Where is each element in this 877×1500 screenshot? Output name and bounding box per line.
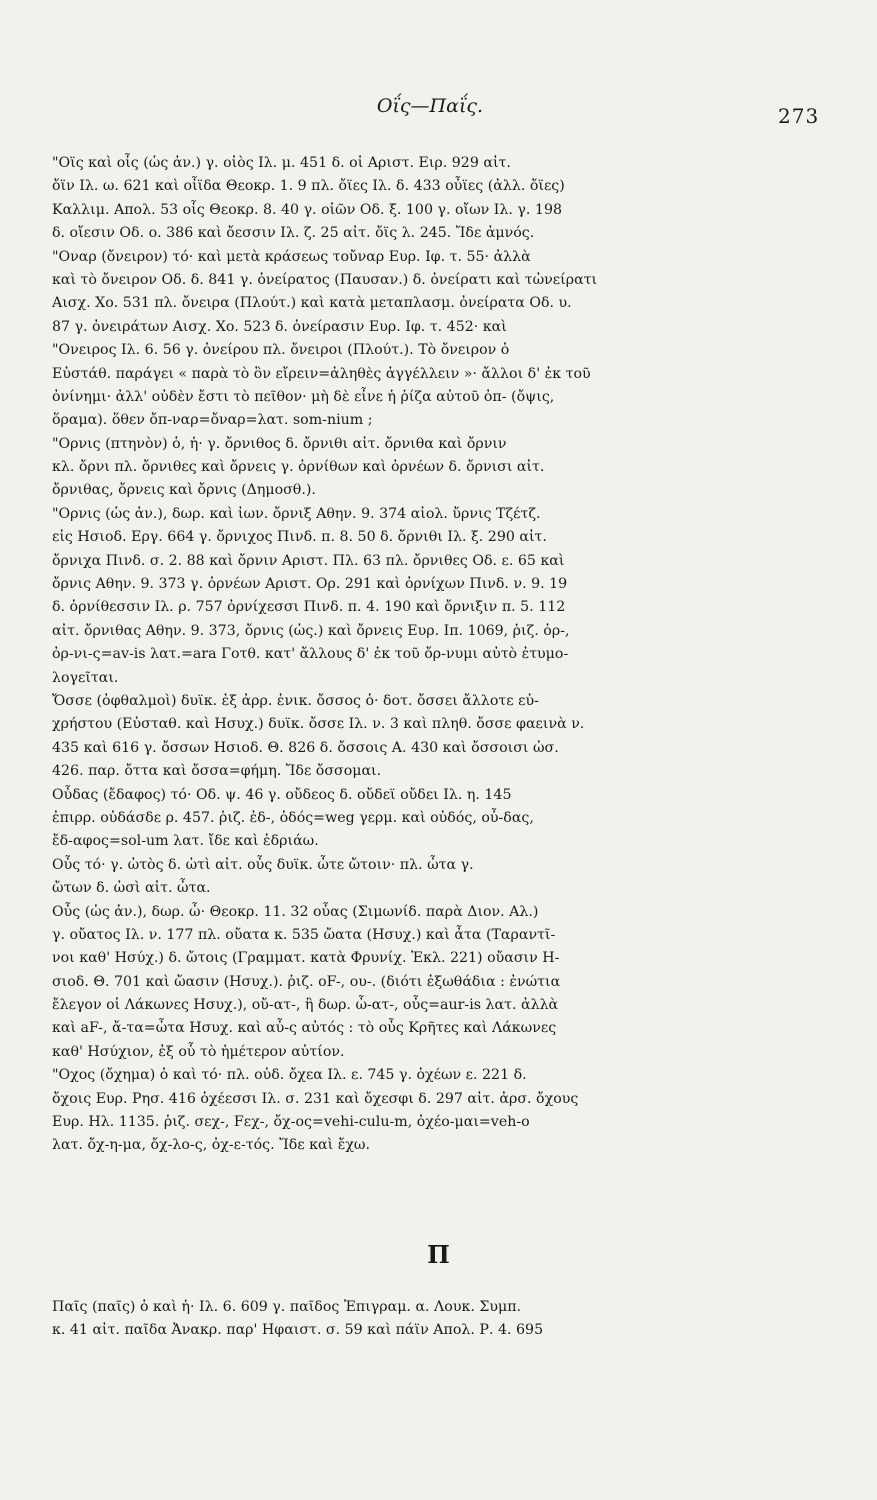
text-line: Καλλιμ. Απολ. 53 οἷς Θεοκρ. 8. 40 γ. οἰῶν Οδ. ξ. 100 γ. οἴων Ιλ. γ. 198 <box>52 201 562 218</box>
text-line: ἔδ-αφος=sol-um λατ. ἴδε καὶ ἑδριάω. <box>52 833 319 850</box>
text-line: καὶ τὸ ὄνειρον Οδ. δ. 841 γ. ὀνείρατος (Παυσαν.) δ. ὀνείρατι καὶ τὠνείρατι <box>52 271 598 288</box>
entry-text-block-2 <box>52 1296 842 1343</box>
text-line: νοι καθ' Ησύχ.) δ. ὤτοις (Γραμματ. κατὰ Φρυνίχ. Ἐκλ. 221) οὔασιν Η- <box>52 950 560 967</box>
text-line: ὀνίνημι· ἀλλ' οὐδὲν ἔστι τὸ πεῖθον· μὴ δὲ εἶνε ἡ ῥίζα αὐτοῦ ὀπ- (ὄψις, <box>52 388 555 405</box>
text-line: Ευρ. Ηλ. 1135. ῥιζ. σεχ-, Fεχ-, ὄχ-ος=vehi-culu-m, ὀχέο-μαι=veh-o <box>52 1114 530 1131</box>
text-line: αἰτ. ὄρνιθας Αθην. 9. 373, ὄρνις (ὡς.) καὶ ὄρνεις Ευρ. Ιπ. 1069, ῥιζ. ὀρ-, <box>52 622 570 639</box>
text-line: ἔλεγον οἱ Λάκωνες Ησυχ.), οὔ-ατ-, ἢ δωρ. ὦ-ατ-, οὖς=aur-is λατ. ἀλλὰ <box>52 997 559 1014</box>
text-line: ὄρνιχα Πινδ. σ. 2. 88 καὶ ὄρνιν Αριστ. Πλ. 63 πλ. ὄρνιθες Οδ. ε. 65 καὶ <box>52 552 565 569</box>
text-line: Παῖς (παῖς) ὁ καὶ ἡ· Ιλ. 6. 609 γ. παῖδος Ἐπιγραμ. α. Λουκ. Συμπ. <box>52 1299 522 1315</box>
text-line: καθ' Ησύχιον, ἐξ οὗ τὸ ἡμέτερον αὐτίον. <box>52 1043 345 1060</box>
text-line: ὄχοις Ευρ. Ρησ. 416 ὀχέεσσι Ιλ. σ. 231 καὶ ὄχεσφι δ. 297 αἰτ. ἀρσ. ὄχους <box>52 1090 579 1107</box>
text-line: "Οχος (ὄχημα) ὁ καὶ τό· πλ. οὐδ. ὄχεα Ιλ. ε. 745 γ. ὀχέων ε. 221 δ. <box>52 1067 527 1084</box>
text-line: εἰς Ησιοδ. Εργ. 664 γ. ὄρνιχος Πινδ. π. 8. 50 δ. ὄρνιθι Ιλ. ξ. 290 αἰτ. <box>52 529 547 546</box>
text-line: "Οϊς καὶ οἶς (ὡς ἀν.) γ. οἰὸς Ιλ. μ. 451 δ. οἱ Αριστ. Ειρ. 929 αἰτ. <box>52 155 511 171</box>
text-line: 426. παρ. ὄττα καὶ ὄσσα=φήμη. Ἴδε ὄσσομαι. <box>52 763 382 780</box>
text-line: Εὐστάθ. παράγει « παρὰ τὸ ὂν εἴρειν=ἀληθὲς ἀγγέλλειν »· ἄλλοι δ' ἐκ τοῦ <box>52 365 591 382</box>
text-line: Ὄσσε (ὀφθαλμοὶ) δυϊκ. ἐξ ἀρρ. ἑνικ. ὄσσος ὁ· δοτ. ὄσσει ἄλλοτε εὐ- <box>52 692 539 709</box>
text-line: Αισχ. Χο. 531 πλ. ὄνειρα (Πλούτ.) καὶ κατὰ μεταπλασμ. ὀνείρατα Οδ. υ. <box>52 295 572 312</box>
section-letter: Π <box>427 1240 450 1269</box>
text-line: λατ. ὄχ-η-μα, ὄχ-λο-ς, ὀχ-ε-τός. Ἴδε καὶ ἔχω. <box>52 1137 370 1154</box>
entry-text-block <box>52 152 842 1158</box>
text-line: "Ορνις (ὡς ἀν.), δωρ. καὶ ἰων. ὄρνιξ Αθην. 9. 374 αἰολ. ὔρνις Τζέτζ. <box>52 505 541 522</box>
text-line: κ. 41 αἰτ. παῖδα Ἀνακρ. παρ' Ηφαιστ. σ. 59 καὶ πάϊν Απολ. Ρ. 4. 695 <box>52 1322 544 1339</box>
text-line: 435 καὶ 616 γ. ὄσσων Ησιοδ. Θ. 826 δ. ὄσσοις Α. 430 καὶ ὄσσοισι ὠσ. <box>52 739 559 756</box>
text-line: ὄρνιθας, ὄρνεις καὶ ὄρνις (Δημοσθ.). <box>52 482 316 499</box>
text-line: καὶ aF-, ἄ-τα=ὦτα Ησυχ. καὶ αὖ-ς αὐτός : τὸ οὖς Κρῆτες καὶ Λάκωνες <box>52 1020 557 1037</box>
text-line: ὀρ-νι-ς=av-is λατ.=ara Γοτθ. κατ' ἄλλους δ' ἐκ τοῦ ὄρ-νυμι αὐτὸ ἐτυμο- <box>52 646 569 663</box>
text-line: δ. οἴεσιν Οδ. ο. 386 καὶ ὄεσσιν Ιλ. ζ. 25 αἰτ. ὄϊς λ. 245. Ἴδε ἀμνός. <box>52 225 535 242</box>
text-line: γ. οὔατος Ιλ. ν. 177 πλ. οὔατα κ. 535 ὤατα (Ησυχ.) καὶ ἆτα (Ταραντῖ- <box>52 926 556 943</box>
text-line: ἐπιρρ. οὐδάσδε ρ. 457. ῥιζ. ἐδ-, ὁδός=weg γερμ. καὶ οὐδός, οὖ-δας, <box>52 809 534 826</box>
text-line: ὄρνις Αθην. 9. 373 γ. ὀρνέων Αριστ. Ορ. 291 καὶ ὀρνίχων Πινδ. ν. 9. 19 <box>52 576 568 593</box>
text-line: χρήστου (Εὐσταθ. καὶ Ησυχ.) δυϊκ. ὄσσε Ιλ. ν. 3 καὶ πληθ. ὄσσε φαεινὰ ν. <box>52 716 585 733</box>
text-line: σιοδ. Θ. 701 καὶ ὤασιν (Ησυχ.). ῥιζ. oF-, ου-. (διότι ἐξωθάδια : ἐνώτια <box>52 973 561 990</box>
text-line: ὅραμα). ὅθεν ὄπ-ναρ=ὄναρ=λατ. som-nium ; <box>52 412 373 429</box>
text-line: δ. ὀρνίθεσσιν Ιλ. ρ. 757 ὀρνίχεσσι Πινδ. π. 4. 190 καὶ ὄρνιξιν π. 5. 112 <box>52 599 566 616</box>
text-line: Οὖδας (ἔδαφος) τό· Οδ. ψ. 46 γ. οὔδεος δ. οὔδεϊ οὔδει Ιλ. η. 145 <box>52 786 512 803</box>
text-line: "Ορνις (πτηνὸν) ὁ, ἡ· γ. ὄρνιθος δ. ὄρνιθι αἰτ. ὄρνιθα καὶ ὄρνιν <box>52 435 507 452</box>
text-line: λογεῖται. <box>52 669 119 686</box>
text-line: 87 γ. ὀνειράτων Αισχ. Χο. 523 δ. ὀνείρασιν Ευρ. Ιφ. τ. 452· καὶ <box>52 318 507 335</box>
text-line: Οὖς τό· γ. ὠτὸς δ. ὠτὶ αἰτ. οὖς δυϊκ. ὦτε ὤτοιν· πλ. ὦτα γ. <box>52 856 474 873</box>
text-line: "Ονειρος Ιλ. 6. 56 γ. ὀνείρου πλ. ὄνειροι (Πλούτ.). Τὸ ὄνειρον ὁ <box>52 342 510 359</box>
text-line: ὤτων δ. ὠσὶ αἰτ. ὦτα. <box>52 880 211 897</box>
text-line: Οὖς (ὡς ἀν.), δωρ. ὦ· Θεοκρ. 11. 32 οὖας (Σιμωνίδ. παρὰ Διον. Αλ.) <box>52 903 539 920</box>
running-head: Οΐς—Παΐς. <box>376 95 484 117</box>
text-line: "Οναρ (ὄνειρον) τό· καὶ μετὰ κράσεως τοὔναρ Ευρ. Ιφ. τ. 55· ἀλλὰ <box>52 248 531 265</box>
page-number: 273 <box>778 104 820 128</box>
text-line: ὄϊν Ιλ. ω. 621 καὶ οἶϊδα Θεοκρ. 1. 9 πλ. ὄϊες Ιλ. δ. 433 οὖϊες (ἀλλ. ὄϊες) <box>52 178 565 195</box>
text-line: κλ. ὄρνι πλ. ὄρνιθες καὶ ὄρνεις γ. ὀρνίθων καὶ ὀρνέων δ. ὄρνισι αἰτ. <box>52 459 545 476</box>
